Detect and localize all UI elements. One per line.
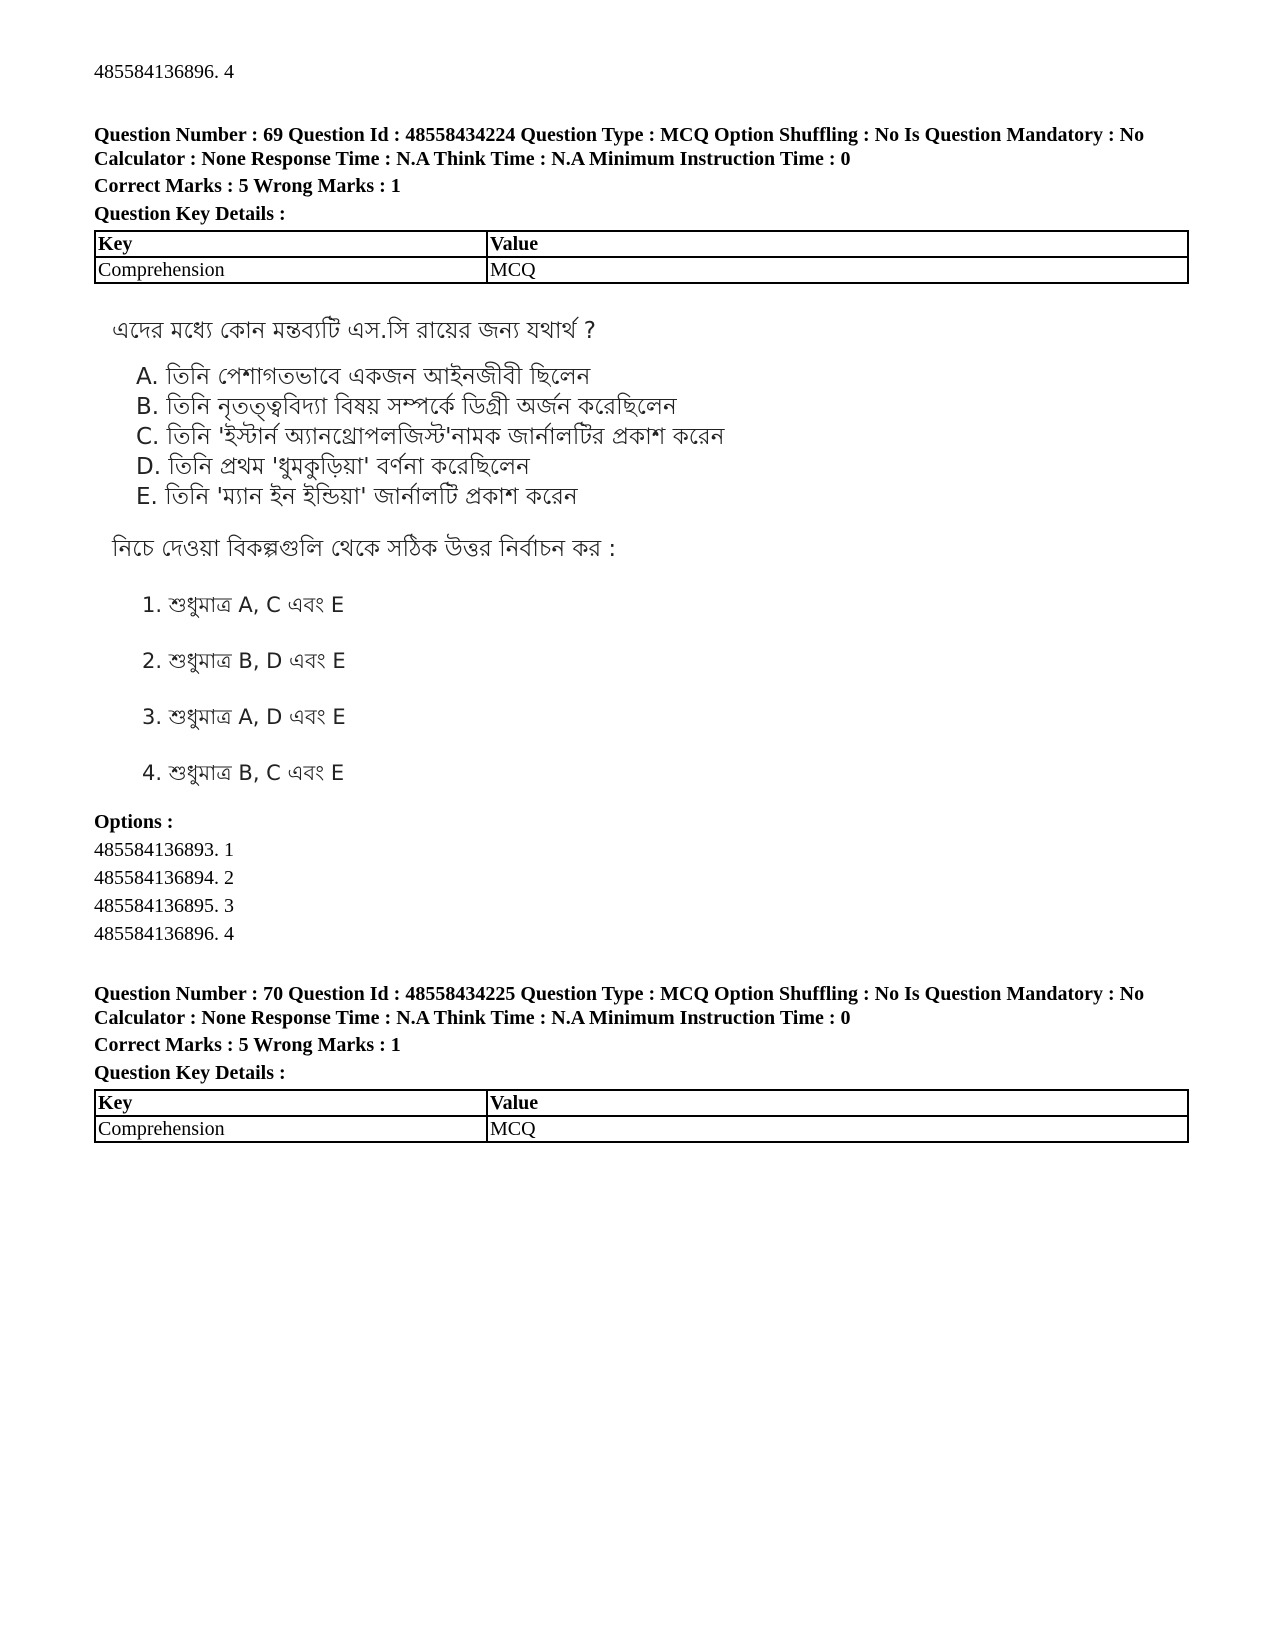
question-70-header: Question Number : 70 Question Id : 48558434225 Question Type : MCQ Option Shuffling : No Is Question Mandatory : No Calculator : None Response Time : N.A Think Time : N.A Minimum Instruction Time : 0	[94, 983, 1145, 1029]
option-line-4: 485584136896. 4	[94, 923, 234, 945]
question-70-marks: Correct Marks : 5 Wrong Marks : 1	[94, 1034, 401, 1056]
value-header-cell: Value	[487, 231, 1188, 257]
answer-choice-4: 4. শুধুমাত্র B, C এবং E	[142, 761, 345, 785]
question-69-marks: Correct Marks : 5 Wrong Marks : 1	[94, 175, 401, 197]
table-row	[95, 257, 1188, 283]
question-69-key-table	[94, 230, 1189, 284]
option-line-3: 485584136895. 3	[94, 895, 234, 917]
question-69-key-details-label: Question Key Details :	[94, 203, 286, 225]
question-70-key-details-label: Question Key Details :	[94, 1062, 286, 1084]
key-header-cell: Key	[95, 231, 487, 257]
question-69-header: Question Number : 69 Question Id : 48558434224 Question Type : MCQ Option Shuffling : No Is Question Mandatory : No Calculator : None Response Time : N.A Think Time : N.A Minimum Instruction Time : 0	[94, 124, 1145, 170]
table-row	[95, 1116, 1188, 1142]
value-cell: MCQ	[487, 1116, 1188, 1142]
statement-e: E. তিনি 'ম্যান ইন ইন্ডিয়া' জার্নালটি প্রকাশ করেন	[136, 484, 578, 510]
value-header-cell: Value	[487, 1090, 1188, 1116]
key-cell: Comprehension	[95, 1116, 487, 1142]
question-70-key-table	[94, 1089, 1189, 1143]
statement-c: C. তিনি 'ইস্টার্ন অ্যানথ্রোপলজিস্ট'নামক জার্নালটির প্রকাশ করেন	[136, 424, 725, 450]
answer-choice-3: 3. শুধুমাত্র A, D এবং E	[142, 705, 346, 729]
option-line-1: 485584136893. 1	[94, 839, 234, 861]
answer-choice-2: 2. শুধুমাত্র B, D এবং E	[142, 649, 346, 673]
answer-choice-1: 1. শুধুমাত্র A, C এবং E	[142, 593, 345, 617]
previous-option-line: 485584136896. 4	[94, 61, 234, 83]
option-line-2: 485584136894. 2	[94, 867, 234, 889]
table-header-row	[95, 1090, 1188, 1116]
question-69-options-label: Options :	[94, 811, 174, 833]
table-header-row	[95, 231, 1188, 257]
statement-a: A. তিনি পেশাগতভাবে একজন আইনজীবী ছিলেন	[136, 364, 591, 390]
question-stem: এদের মধ্যে কোন মন্তব্যটি এস.সি রায়ের জন্য যথার্থ ?	[112, 318, 596, 344]
key-header-cell: Key	[95, 1090, 487, 1116]
answer-instruction: নিচে দেওয়া বিকল্পগুলি থেকে সঠিক উত্তর নির্বাচন কর :	[112, 536, 617, 562]
statement-d: D. তিনি প্রথম 'ধুমকুড়িয়া' বর্ণনা করেছিলেন	[136, 454, 530, 480]
key-cell: Comprehension	[95, 257, 487, 283]
question-69-image	[110, 318, 810, 832]
statement-b: B. তিনি নৃতত্ত্ববিদ্যা বিষয় সম্পর্কে ডিগ্রী অর্জন করেছিলেন	[136, 394, 677, 420]
value-cell: MCQ	[487, 257, 1188, 283]
